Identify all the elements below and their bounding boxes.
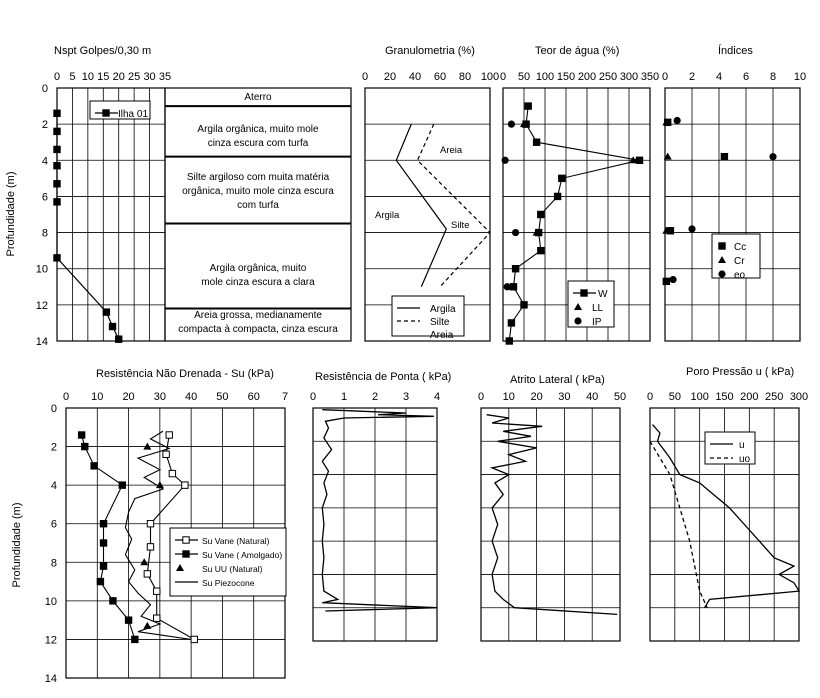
legend-marker (718, 270, 725, 277)
legend-entry: Areia (430, 330, 454, 341)
data-point (559, 175, 565, 181)
indices-panel (662, 44, 806, 341)
data-point (512, 229, 519, 236)
x-tick-label: 10 (91, 391, 104, 403)
x-tick-label: 20 (383, 71, 397, 83)
x-tick-label: 300 (789, 391, 809, 403)
x-tick-label: 5 (69, 71, 76, 83)
x-tick-label: 0 (361, 71, 369, 83)
annotation-label: Argila (375, 210, 400, 221)
x-tick-label: 2 (371, 391, 379, 403)
data-point (54, 199, 60, 205)
y-tick-label: 2 (41, 119, 48, 132)
x-tick-label: 20 (122, 391, 135, 403)
y-tick-label: 6 (50, 518, 57, 531)
chart-title: Poro Pressão u ( kPa) (686, 366, 795, 378)
x-tick-label: 10 (793, 71, 807, 83)
y-tick-label: 8 (50, 557, 57, 570)
x-tick-label: 2 (688, 71, 696, 83)
legend-entry: W (598, 289, 608, 300)
data-point (636, 157, 642, 163)
strata-layer-label: Silte argiloso com muita matéria orgânica, muito mole cinza escura com turfa (182, 172, 334, 211)
data-point (147, 521, 153, 527)
x-tick-label: 50 (613, 391, 627, 403)
granulometria-panel (362, 45, 499, 341)
x-tick-label: 100 (480, 71, 500, 83)
data-point (512, 266, 518, 272)
x-tick-label: 30 (153, 391, 166, 403)
chart-title: Resistência de Ponta ( kPa) (315, 371, 452, 383)
x-tick-label: 15 (97, 71, 110, 83)
x-tick-label: 350 (640, 71, 660, 83)
resistencia-panel (11, 368, 288, 685)
x-tick-label: 8 (769, 71, 777, 83)
x-tick-label: 200 (577, 71, 597, 83)
profile-series-line (487, 415, 618, 615)
x-tick-label: 50 (216, 391, 229, 403)
data-point (119, 482, 125, 488)
x-tick-label: 60 (433, 71, 447, 83)
data-point (109, 323, 115, 329)
data-point (169, 470, 175, 476)
strata-layer-label: Areia grossa, medianamente compacta à compacta, cinza escura (178, 310, 338, 335)
legend-entry: IP (592, 317, 602, 328)
legend-entry: Su Piezocone (202, 578, 255, 588)
data-point (78, 432, 84, 438)
legend-entry: LL (592, 303, 604, 314)
chart-title: Granulometria (%) (385, 45, 475, 57)
x-tick-label: 0 (646, 391, 654, 403)
data-point (688, 225, 695, 232)
chart-title: Nspt Golpes/0,30 m (54, 45, 152, 57)
y-tick-label: 2 (50, 441, 57, 454)
x-tick-label: 4 (715, 71, 723, 83)
x-tick-label: 6 (742, 71, 750, 83)
x-tick-label: 30 (143, 71, 156, 83)
y-axis-label: Profundidade (m) (11, 502, 23, 588)
legend-marker (103, 110, 109, 116)
x-tick-label: 60 (247, 391, 260, 403)
data-point (144, 571, 150, 577)
data-point (147, 544, 153, 550)
chart-title: Teor de água (%) (535, 45, 620, 57)
y-tick-label: 0 (50, 403, 57, 415)
x-tick-label: 7 (281, 391, 289, 403)
data-point (721, 153, 727, 159)
x-tick-label: 3 (402, 391, 410, 403)
x-tick-label: 0 (477, 391, 485, 403)
x-tick-label: 4 (433, 391, 441, 403)
plot-frame (57, 88, 165, 341)
x-tick-label: 250 (598, 71, 618, 83)
data-point (54, 255, 60, 261)
legend-marker (183, 551, 189, 557)
data-point (154, 615, 160, 621)
x-tick-label: 200 (740, 391, 759, 403)
x-tick-label: 50 (668, 391, 681, 403)
x-tick-label: 1 (340, 391, 348, 403)
data-point (504, 283, 511, 290)
legend-entry: Cr (734, 256, 745, 267)
data-point (140, 558, 148, 565)
x-tick-label: 40 (408, 71, 422, 83)
uo-series-line (650, 441, 707, 607)
y-tick-label: 4 (50, 480, 57, 493)
teor_agua-panel (500, 45, 659, 344)
data-point (97, 578, 103, 584)
data-point (538, 211, 544, 217)
data-point (54, 181, 60, 187)
data-point (191, 636, 197, 642)
data-point (554, 193, 560, 199)
y-tick-label: 12 (35, 299, 48, 312)
x-tick-label: 20 (530, 391, 543, 403)
data-point (54, 110, 60, 116)
y-tick-label: 4 (41, 155, 48, 168)
x-tick-label: 20 (112, 71, 125, 83)
y-tick-label: 10 (44, 595, 57, 608)
data-point (54, 146, 60, 152)
x-tick-label: 100 (535, 71, 555, 83)
profile-series-line (322, 410, 437, 611)
annotation-label: Areia (440, 145, 463, 156)
x-tick-label: 30 (558, 391, 571, 403)
legend-entry: Cc (734, 242, 747, 253)
data-point (91, 463, 97, 469)
x-tick-label: 300 (619, 71, 639, 83)
data-point (506, 338, 512, 344)
legend-marker (581, 290, 587, 296)
data-point (82, 443, 88, 449)
plot-frame (665, 88, 800, 341)
annotation-label: Silte (451, 220, 470, 231)
y-tick-label: 6 (41, 191, 48, 204)
legend-marker (183, 537, 189, 543)
legend-entry: Su Vane ( Amolgado) (202, 550, 283, 560)
legend-entry: eo (734, 270, 746, 281)
data-point (670, 276, 677, 283)
su-vane-amolgado-series-line (82, 435, 135, 639)
legend-marker (719, 243, 725, 249)
x-tick-label: 0 (62, 391, 70, 403)
legend-entry: Silte (430, 317, 450, 328)
data-point (154, 588, 160, 594)
data-point (538, 247, 544, 253)
x-tick-label: 40 (185, 391, 198, 403)
data-point (674, 117, 681, 124)
x-tick-label: 0 (499, 71, 507, 83)
legend-entry: uo (739, 454, 751, 465)
data-point (533, 139, 539, 145)
data-point (100, 540, 106, 546)
data-point (508, 320, 514, 326)
data-point (132, 636, 138, 642)
strata-panel (165, 88, 351, 341)
data-point (116, 336, 122, 342)
x-tick-label: 40 (586, 391, 599, 403)
legend-marker (574, 317, 581, 324)
data-point (156, 481, 164, 488)
x-tick-label: 0 (661, 71, 669, 83)
x-tick-label: 100 (690, 391, 709, 403)
chart-title: Resistência Não Drenada - Su (kPa) (96, 368, 274, 380)
x-tick-label: 25 (128, 71, 141, 83)
legend-entry: u (739, 440, 745, 451)
x-tick-label: 80 (458, 71, 472, 83)
data-point (103, 309, 109, 315)
data-point (163, 451, 169, 457)
legend-entry: Argila (430, 304, 456, 315)
resistencia_ponta-panel (310, 371, 451, 641)
data-point (521, 302, 527, 308)
data-point (182, 482, 188, 488)
legend-entry: Su UU (Natural) (202, 564, 263, 574)
data-point (166, 432, 172, 438)
plot-frame (481, 408, 620, 641)
x-tick-label: 35 (158, 71, 172, 83)
data-point (143, 622, 151, 629)
y-tick-label: 14 (44, 673, 57, 685)
strata-layer-label: Argila orgânica, muito mole cinza escura a clara (201, 263, 315, 288)
data-point (110, 598, 116, 604)
data-point (525, 103, 531, 109)
data-point (125, 617, 131, 623)
data-point (100, 563, 106, 569)
data-point (769, 153, 776, 160)
atrito_lateral-panel (478, 374, 626, 641)
chart-title: Índices (718, 45, 753, 57)
x-tick-label: 10 (81, 71, 94, 83)
x-tick-label: 0 (53, 71, 61, 83)
data-point (508, 121, 515, 128)
y-tick-label: 12 (44, 634, 57, 647)
y-tick-label: 10 (35, 263, 48, 276)
strata-layer-label: Argila orgânica, muito mole cinza escura com turfa (197, 124, 319, 149)
y-axis-label: Profundidade (m) (5, 171, 17, 257)
data-point (54, 163, 60, 169)
x-tick-label: 150 (715, 391, 734, 403)
poro_pressao-panel (647, 366, 808, 641)
legend-entry: Su Vane (Natural) (202, 536, 270, 546)
data-point (100, 521, 106, 527)
nspt-panel (5, 45, 171, 348)
y-tick-label: 8 (41, 227, 48, 240)
legend-entry: Ilha 01 (118, 109, 149, 120)
data-point (143, 443, 151, 450)
x-tick-label: 250 (764, 391, 784, 403)
strata-layer-label: Aterro (244, 92, 272, 103)
chart-title: Atrito Lateral ( kPa) (510, 374, 605, 386)
x-tick-label: 150 (556, 71, 576, 83)
argila-series-line (396, 124, 446, 287)
x-tick-label: 0 (309, 391, 317, 403)
data-point (502, 157, 509, 164)
x-tick-label: 50 (517, 71, 531, 83)
y-tick-label: 14 (35, 336, 48, 348)
data-point (54, 128, 60, 134)
y-tick-label: 0 (41, 83, 48, 95)
x-tick-label: 10 (502, 391, 515, 403)
